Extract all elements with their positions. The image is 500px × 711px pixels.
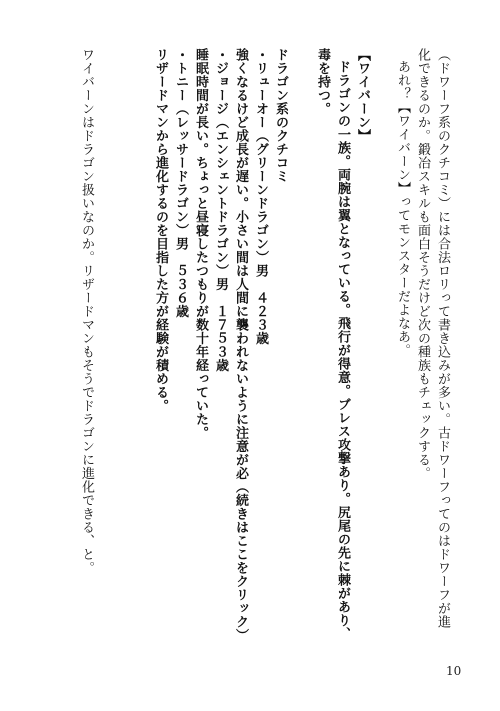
text-column-3: あれ？【ワイバーン】ってモンスターだよなあ。 [395, 60, 410, 357]
closing-line: ワイバーンはドラゴン扱いなのか。リザードマンもそうでドラゴンに進化できる、と。 [79, 48, 94, 575]
page-body [62, 48, 462, 642]
review-ryuoh-header: ・リューオー（グリーンドラゴン）男 ４２３歳 [253, 48, 268, 345]
page-number: 10 [446, 664, 462, 678]
wyvern-heading: 【ワイバーン】 [355, 48, 370, 143]
review-george-body: 睡眠時間が長い。ちょっと昼寝したつもりが数十年経っていた。 [193, 48, 208, 440]
review-ryuoh-body[interactable]: 強くなるけど成長が遅い。小さい間は人間に襲われないように注意が必（続きはここをクリック） [233, 48, 248, 642]
review-tony-header: ・トニー（レッサードラゴン）男 ５３６歳 [173, 48, 188, 318]
review-george-header: ・ジョージ（エンシェントドラゴン）男 １７５３歳 [213, 48, 228, 372]
dragon-reviews-heading: ドラゴン系のクチコミ [273, 48, 288, 183]
text-column-1: （ドワーフ系のクチコミ）には合法ロリって書き込みが多い。古ドワーフってのはドワーフが進 [435, 48, 450, 629]
text-column-2: 化できるのか。鍛冶スキルも面白そうだけど次の種族もチェックする。 [415, 48, 430, 480]
wyvern-description-2: 毒を持つ。 [315, 48, 330, 116]
review-tony-body: リザードマンから進化するのを目指した方が経験が積める。 [153, 48, 168, 413]
wyvern-description-1: ドラゴンの一族。両腕は翼となっている。飛行が得意。ブレス攻撃あり。尻尾の先に棘があり、 [335, 60, 350, 641]
